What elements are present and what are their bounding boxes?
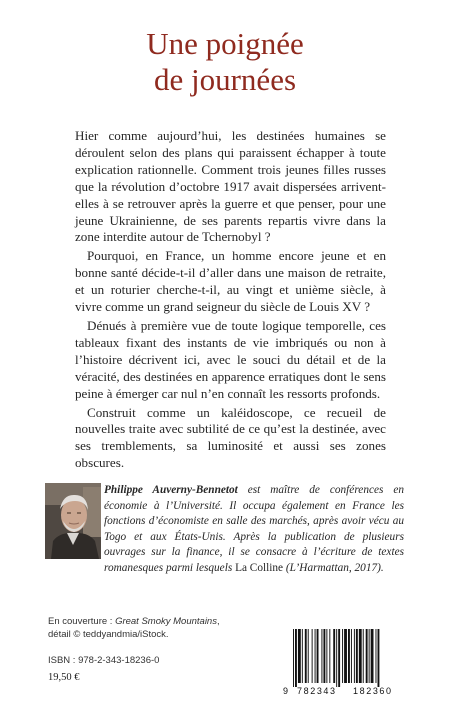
barcode-left-group: 782343 <box>297 686 337 696</box>
barcode-bar <box>295 629 297 687</box>
author-bio-book-title: La Colline <box>235 561 284 574</box>
barcode-bar <box>323 629 325 683</box>
title-line-1: Une poignée <box>146 26 304 61</box>
author-bio-publisher: (L’Harmattan, 2017). <box>283 561 384 574</box>
barcode-image <box>283 629 411 687</box>
synopsis-paragraph-3: Dénués à première vue de toute logique temporelle, ces tableaux fixant des instants de vie imbriqués ou non à l’histoire décrivent ici, avec le souci du détail et de la véracité, des destinées en apparence erratiques dont le sens peine à émerger car nul n’en connaît les ressorts profonds. <box>75 317 386 401</box>
cover-credit: En couverture : Great Smoky Mountains, détail © teddyandmia/iStock. <box>48 616 220 640</box>
isbn-label: ISBN : 978-2-343-18236-0 <box>48 655 160 666</box>
cover-credit-detail: détail © teddyandmia/iStock. <box>48 629 169 640</box>
barcode-bar <box>348 629 350 683</box>
author-name: Philippe Auverny-Bennetot <box>104 484 238 496</box>
price-label: 19,50 € <box>48 672 80 683</box>
barcode-bar <box>356 629 358 683</box>
barcode-bar <box>363 629 364 683</box>
barcode-right-group: 182360 <box>353 686 393 696</box>
barcode-bar <box>321 629 322 683</box>
barcode-bar <box>354 629 355 683</box>
barcode-bar <box>302 629 303 683</box>
barcode-bar <box>351 629 352 683</box>
barcode-bar <box>359 629 362 683</box>
author-bio <box>104 483 404 577</box>
barcode-bar <box>344 629 347 683</box>
author-portrait-image <box>45 483 101 559</box>
barcode-bar <box>312 629 313 683</box>
title-line-2: de journées <box>153 62 297 97</box>
barcode-bar <box>369 629 370 683</box>
synopsis <box>75 128 386 474</box>
barcode-bar <box>308 629 309 683</box>
barcode-bar <box>315 629 316 683</box>
barcode-bar <box>298 629 301 683</box>
barcode-bar <box>317 629 319 683</box>
barcode-bar <box>305 629 307 683</box>
barcode-bar <box>293 629 294 687</box>
barcode-bar <box>371 629 374 683</box>
barcode-bar <box>376 629 377 683</box>
synopsis-paragraph-4: Construit comme un kaléidoscope, ce recueil de nouvelles traite avec subtilité de ce qu’est la destinée, avec ses tremblements, sa luminosité et aussi ses zones obscures. <box>75 404 386 471</box>
barcode-bar <box>378 629 380 687</box>
synopsis-paragraph-2: Pourquoi, en France, un homme encore jeune et en bonne santé décide-t-il d’aller dans une maison de retraite, et un roturier cherche-t-il, au vingt et unième siècle, à vivre comme un grand seigneur du siècle de Louis XV ? <box>75 248 386 315</box>
barcode-bar <box>326 629 327 683</box>
barcode-bar <box>333 629 335 683</box>
cover-credit-artwork: Great Smoky Mountains <box>115 616 217 627</box>
barcode-bar <box>336 629 337 687</box>
barcode-first-digit: 9 <box>283 686 290 696</box>
barcode-bar <box>342 629 343 683</box>
author-bio-text: est maître de conférences en économie à l’Université. Il occupa également en France les fonctions d’économiste en salle des marchés, après avoir vécu au Togo et aux États-Unis. Après la publication de plusieurs ouvrages sur la finance, il se consacre à l’écriture de textes romanesques parmi lesquels <box>104 484 404 574</box>
book-title <box>0 26 450 98</box>
cover-credit-prefix: En couverture : <box>48 616 116 627</box>
barcode-bar <box>329 629 330 683</box>
author-photo <box>45 483 101 559</box>
barcode-bar <box>338 629 340 687</box>
barcode-bar <box>366 629 368 683</box>
synopsis-paragraph-1: Hier comme aujourd’hui, les destinées humaines se déroulent selon des plans qui paraissent échapper à toute explication rationnelle. Comment trois jeunes filles russes que la révolution d’octobre 1917 avait dispersées arrivent-elles à se retrouver après la guerre et que penser, pour une jeune Ukrainienne, de ses parents repartis vivre dans la zone interdite autour de Tchernobyl ? <box>75 128 386 245</box>
